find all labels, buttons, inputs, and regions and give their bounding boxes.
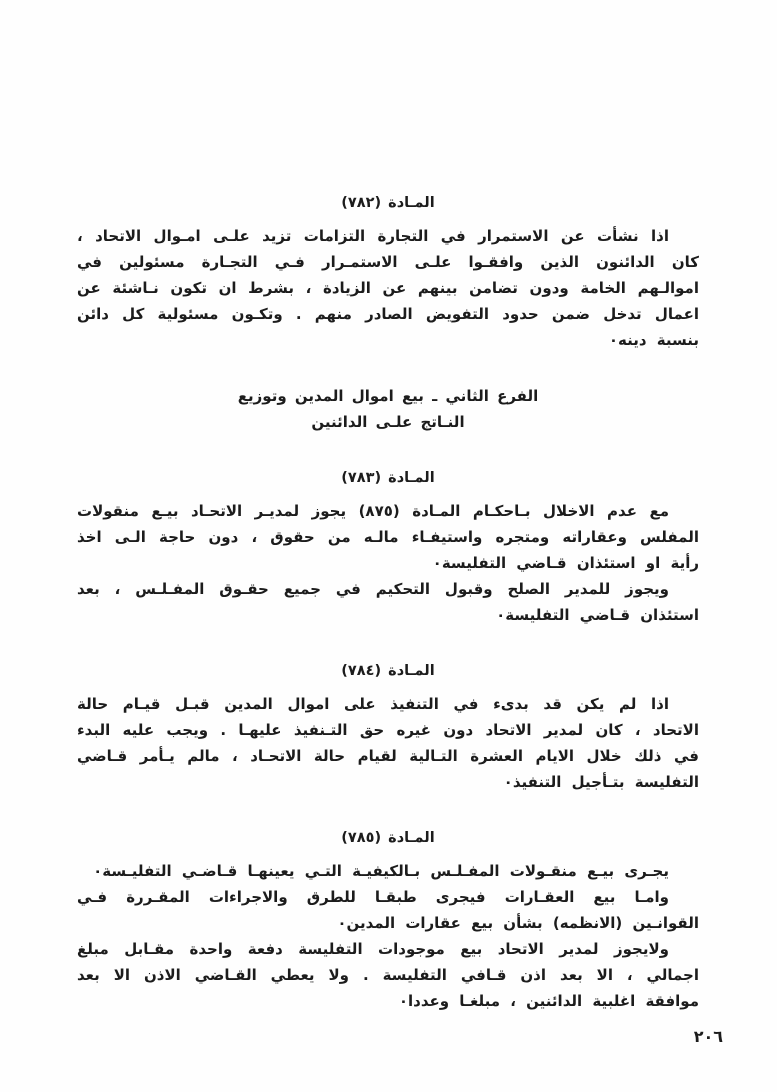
article-785-paragraph-1: يجـرى بيـع منقـولات المفـلـس بـالكيفيـة التـي يعينهـا قـاضـي التفليـسة٠ xyxy=(93,862,669,880)
section-heading xyxy=(77,383,699,435)
article-785-heading: المـادة (٧٨٥) xyxy=(341,830,435,846)
section-heading-line1: الفرع الثاني ـ بيع اموال المدين وتوزيع xyxy=(237,387,539,405)
article-783-heading: المـادة (٧٨٣) xyxy=(341,470,435,486)
page-content xyxy=(77,190,699,1014)
article-783-paragraph-2: ويجوز للمدير الصلح وقبول التحكيم في جميع حقـوق المفـلـس ، بعد استئذان قـاضي التفليسة٠ xyxy=(77,580,699,624)
article-785-paragraph-3: ولايجوز لمدير الاتحاد بيع موجودات التفليسة دفعة واحدة مقـابل مبلغ اجمالي ، الا بعد اذن قـافي التفليسة . ولا يعطي القـاضي الاذن الا بعد موافقة اغلبية الدائنين ، مبلغـا وعددا٠ xyxy=(77,940,699,1010)
section-heading-line2: النـاتج علـى الدائنين xyxy=(311,413,465,431)
article-785-paragraph-2: وامـا بيع العقـارات فيجرى طبقـا للطرق والاجراءات المقـررة فـي القوانـين (الانظمه) بشأن بيع عقارات المدين٠ xyxy=(77,888,699,932)
article-784-heading: المـادة (٧٨٤) xyxy=(341,663,435,679)
article-782-heading: المـادة (٧٨٢) xyxy=(341,195,435,211)
article-784-paragraph: اذا لم يكن قد بدىء في التنفيذ على اموال المدين قبـل قيـام حالة الاتحاد ، كان لمدير الاتحاد دون غيره حق التـنفيذ عليهـا . ويجب عليه البدء في ذلك خلال الايام العشرة التـالية لقيام حالة الاتحـاد ، مالم يـأمر قـاضي التفليسة بتـأجيل التنفيذ٠ xyxy=(77,695,699,791)
article-783-paragraph-1: مع عدم الاخلال بـاحكـام المـادة (٨٧٥) يجوز لمديـر الاتحـاد بيـع منقولات المفلس وعقاراته ومتجره واستيفـاء مالـه من حقوق ، دون حاجة الـى اخذ رأية او استئذان قـاضي التفليسة٠ xyxy=(77,502,699,572)
article-782-paragraph: اذا نشأت عن الاستمرار في التجارة التزامات تزيد علـى امـوال الاتحاد ، كان الدائنون الذين وافقـوا علـى الاستمـرار فـي التجـارة مسئولين في اموالـهم الخامة ودون تضامن بينهم عن الزيادة ، بشرط ان تكون نـاشئة عن اعمال تدخل ضمن حدود التفويض الصادر منهم . وتكـون مسئولية كل دائن بنسبة دينه٠ xyxy=(77,227,699,349)
page-number: ٢٠٦ xyxy=(693,1027,723,1046)
